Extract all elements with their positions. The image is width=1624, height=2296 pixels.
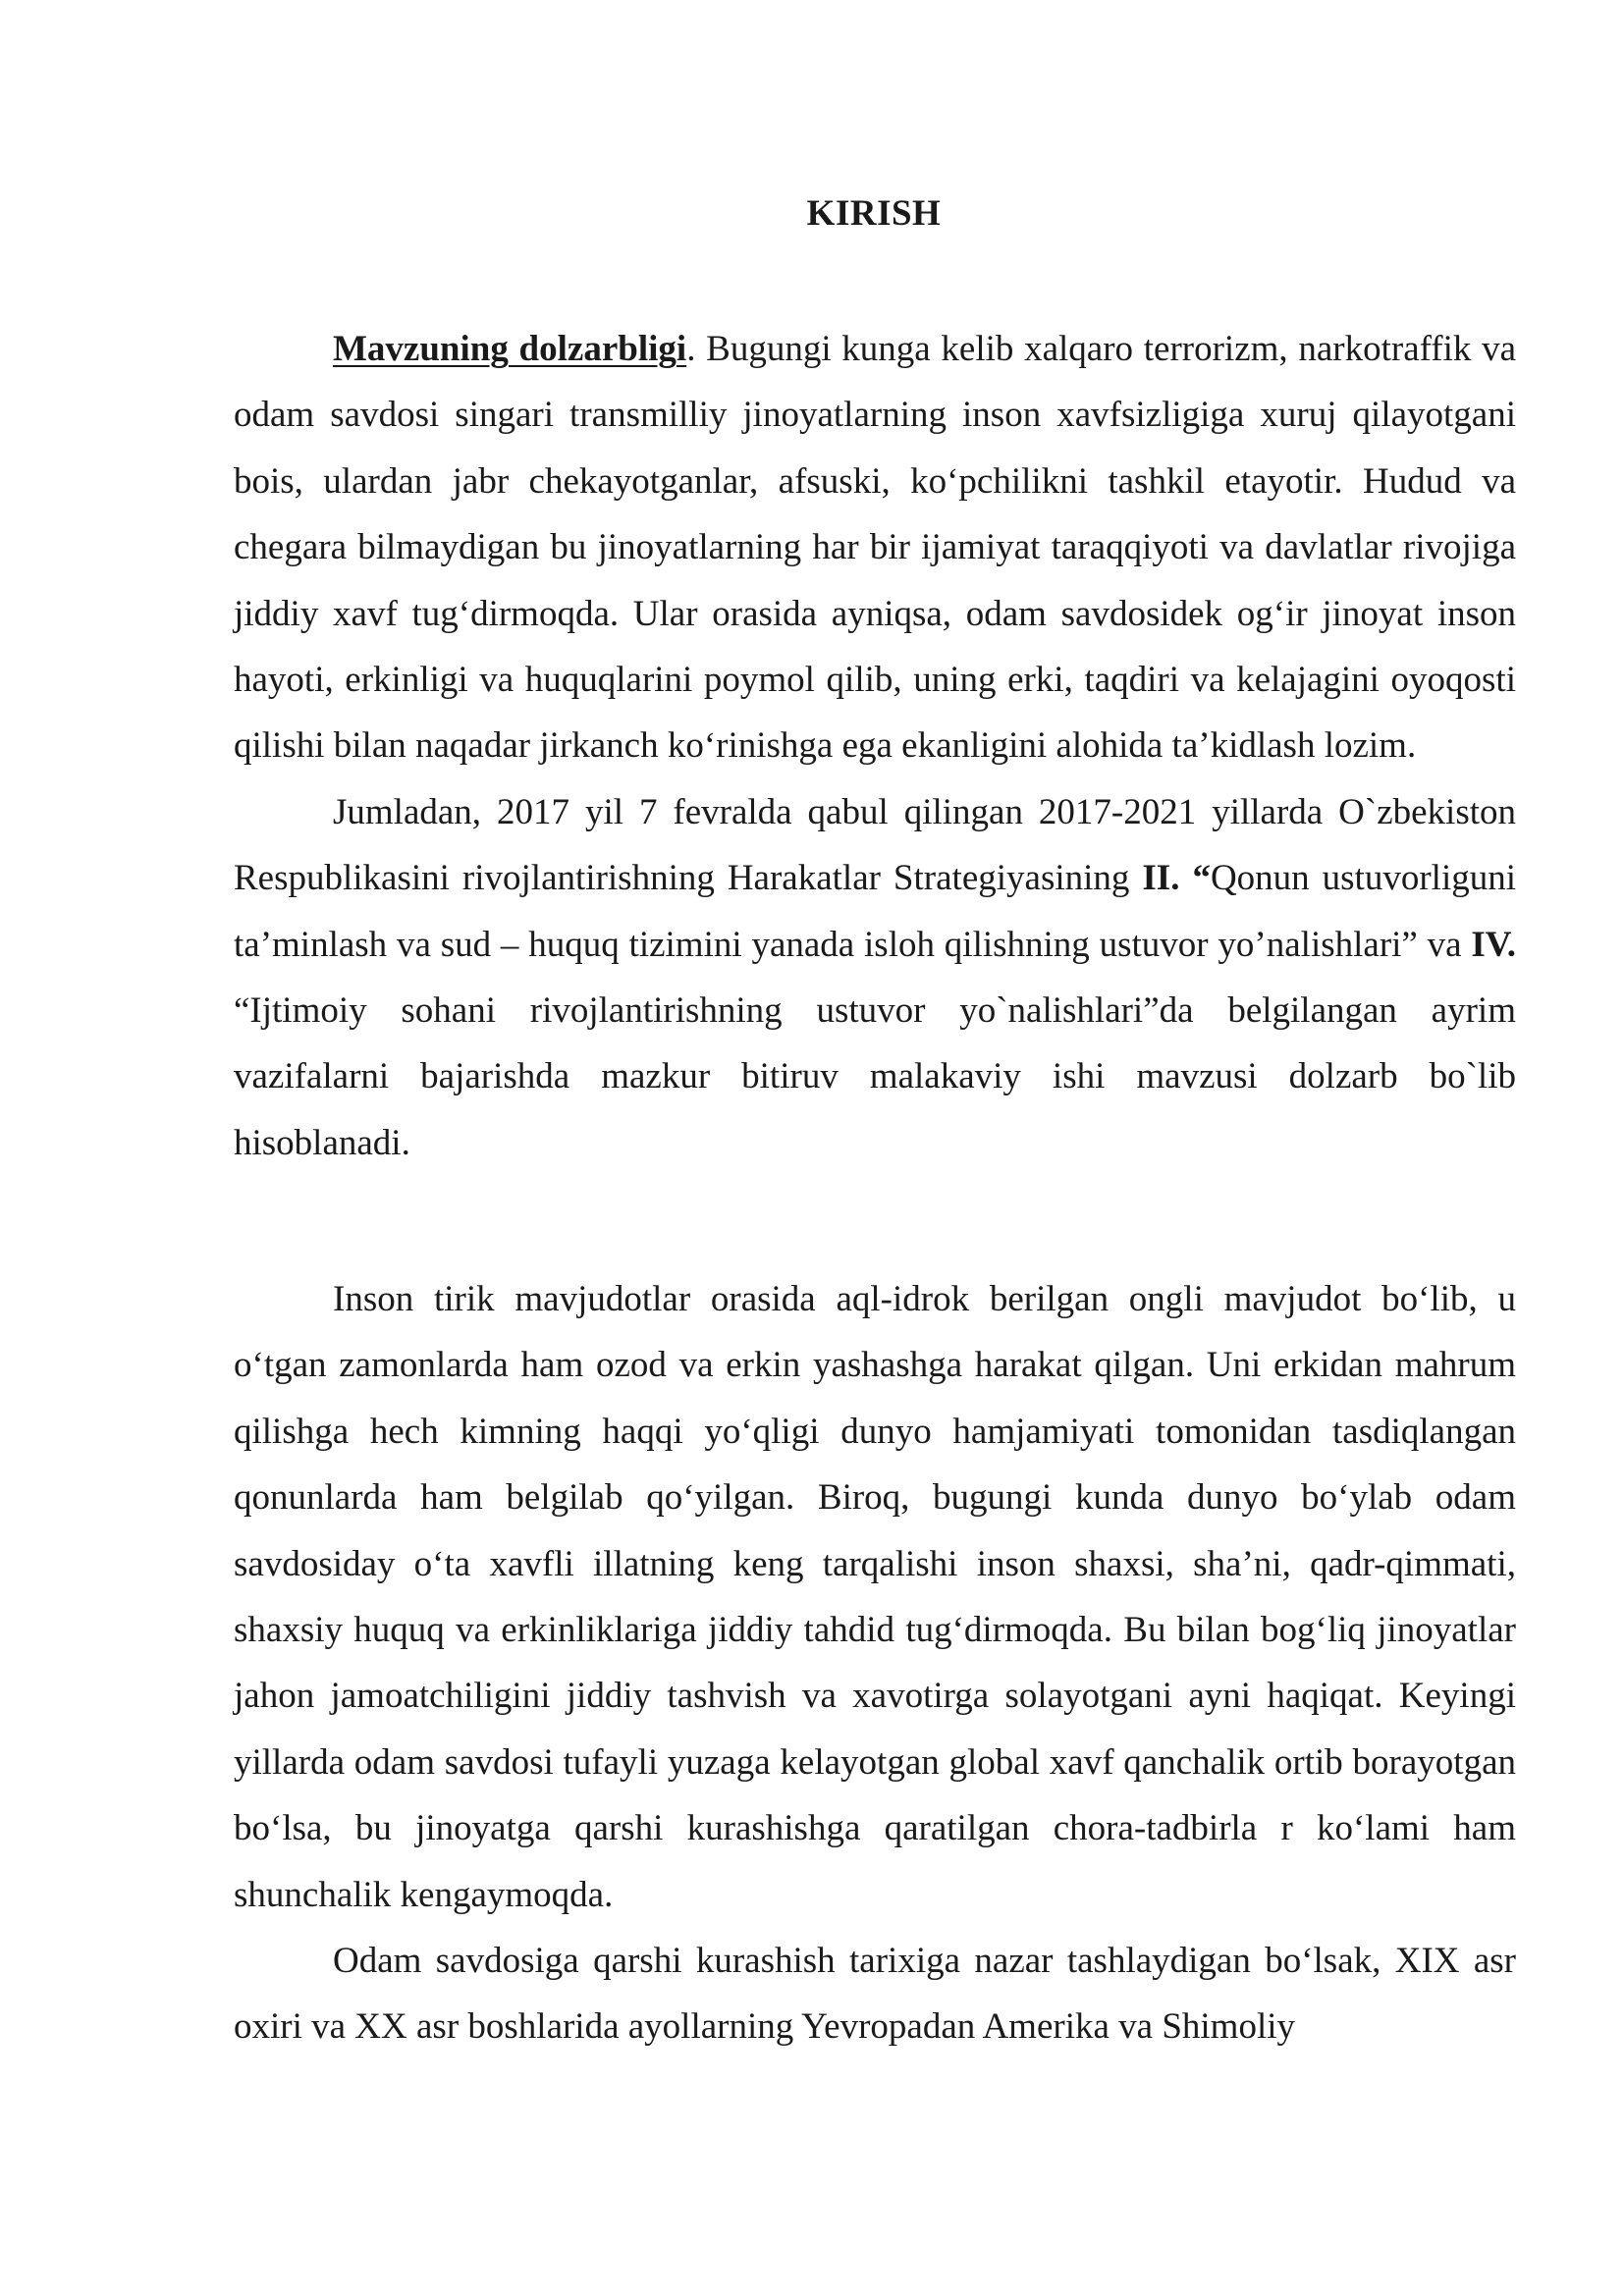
paragraph-history: Odam savdosiga qarshi kurashish tarixiga nazar tashlaydigan bo‘lsak, XIX asr oxiri va XX asr boshlarida ayollarning Yevropadan Amerika va Shimoliy	[234, 1941, 1516, 2048]
strategy-text-4: “Ijtimoiy sohani rivojlantirishning ustuvor yo`nalishlari”da belgilangan ayrim vazifalarni bajarishda mazkur bitiruv malakaviy ishi mavzusi dolzarb bo`lib hisoblanadi.	[234, 990, 1516, 1163]
paragraph-human-freedom: Inson tirik mavjudotlar orasida aql-idrok berilgan ongli mavjudot bo‘lib, u o‘tgan zamonlarda ham ozod va erkin yashashga harakat qilgan. Uni erkidan mahrum qilishga hech kimning haqqi yo‘qligi dunyo hamjamiyati tomonidan tasdiqlangan qonunlarda ham belgilab qo‘yilgan. Biroq, bugungi kunda dunyo bo‘ylab odam savdosiday o‘ta xavfli illatning keng tarqalishi inson shaxsi, sha’ni, qadr-qimmati, shaxsiy huquq va erkinliklariga jiddiy tahdid tug‘dirmoqda. Bu bilan bog‘liq jinoyatlar jahon jamoatchiligini jiddiy tashvish va xavotirga solayotgani ayni haqiqat. Keyingi yillarda odam savdosi tufayli yuzaga kelayotgan global xavf qanchalik ortib borayotgan bo‘lsa, bu jinoyatga qarshi kurashishga qaratilgan chora-tadbirla r ko‘lami ham shunchalik kengaymoqda.	[234, 1279, 1516, 1915]
paragraph-strategy	[234, 779, 1516, 1176]
strategy-item-iv: IV.	[1471, 924, 1516, 965]
strategy-item-ii: II.	[1142, 858, 1180, 899]
strategy-text-1: Jumladan, 2017 yil 7 fevralda qabul qilingan 2017-2021 yillarda O`zbekiston Respublikasini rivojlantirishning Harakatlar Strategiyasining	[234, 791, 1516, 899]
relevance-text: . Bugungi kunga kelib xalqaro terrorizm, narkotraffik va odam savdosi singari transmilliy jinoyatlarning inson xavfsizligiga xuruj qilayotgani bois, ulardan jabr chekayotganlar, afsuski, ko‘pchilikni tashkil etayotir. Hudud va chegara bilmaydigan bu jinoyatlarning har bir ijamiyat taraqqiyoti va davlatlar rivojiga jiddiy xavf tug‘dirmoqda. Ular orasida ayniqsa, odam savdosidek og‘ir jinoyat inson hayoti, erkinligi va huquqlarini poymol qilib, uning erki, taqdiri va kelajagini oyoqosti qilishi bilan naqadar jirkanch ko‘rinishga ega ekanligini alohida ta’kidlash lozim.	[234, 329, 1516, 767]
page-title: KIRISH	[806, 193, 942, 234]
strategy-text-3: Qonun ustuvorliguni ta’minlash va sud – huquq tizimini yanada isloh qilishning ustuvor yo’nalishlari” va	[234, 858, 1516, 965]
text-block-relevance	[234, 316, 1516, 1176]
text-block-body	[234, 1266, 1516, 2060]
strategy-text-2	[1179, 858, 1192, 898]
relevance-heading: Mavzuning dolzarbligi	[333, 329, 687, 369]
strategy-quote-mark: “	[1192, 858, 1211, 899]
paragraph-relevance	[234, 316, 1516, 779]
